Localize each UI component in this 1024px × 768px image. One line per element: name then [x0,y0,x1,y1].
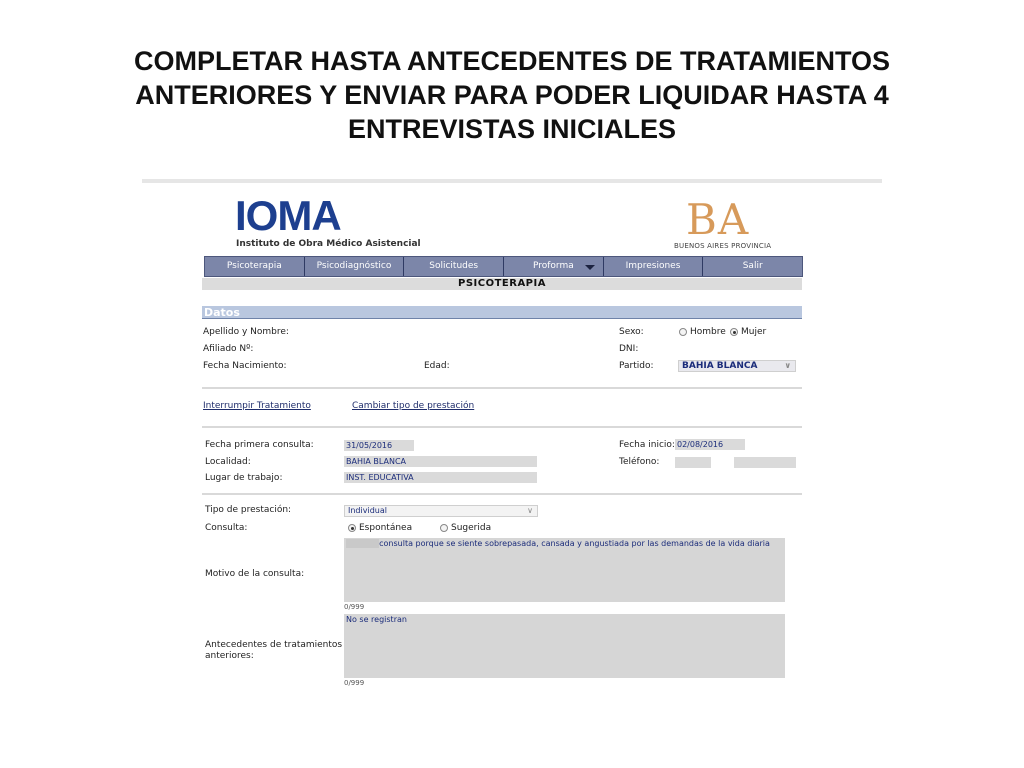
tipo-prestacion-select[interactable] [344,505,538,517]
partido-select[interactable] [678,360,796,372]
chevron-down-icon: ∨ [784,361,791,370]
motivo-char-counter: 0/999 [344,603,365,611]
afiliado-label: Afiliado Nº: [203,344,254,354]
telefono-numero-field[interactable] [734,457,796,468]
interrumpir-tratamiento-link[interactable]: Interrumpir Tratamiento [203,401,311,411]
radio-selected-icon [348,524,356,532]
redacted-text [346,539,379,548]
ioma-logo-text: IOMA [235,197,341,233]
sexo-hombre-label: Hombre [690,327,726,337]
apellido-label: Apellido y Nombre: [203,327,289,337]
chevron-down-icon: ∨ [527,506,533,515]
consulta-label: Consulta: [205,523,248,533]
page-heading: PSICOTERAPIA [202,278,802,290]
consulta-espontanea-radio[interactable] [348,523,412,533]
fecha-nacimiento-label: Fecha Nacimiento: [203,361,287,371]
motivo-consulta-textarea[interactable] [344,538,785,602]
radio-selected-icon [730,328,738,336]
fecha-primera-consulta-field[interactable]: 31/05/2016 [344,440,414,451]
radio-icon [679,328,687,336]
nav-proforma[interactable] [504,257,604,276]
motivo-consulta-value: consulta porque se siente sobrepasada, cansada y angustiada por las demandas de la vida diaria [379,539,770,548]
telefono-area-field[interactable] [675,457,711,468]
lugar-trabajo-field[interactable]: INST. EDUCATIVA [344,472,537,483]
antecedentes-label-2: anteriores: [205,651,254,661]
sexo-mujer-label: Mujer [741,327,767,337]
antecedentes-value: No se registran [346,615,407,624]
tipo-prestacion-value: Individual [348,506,387,515]
telefono-label: Teléfono: [619,457,660,467]
nav-psicoterapia[interactable]: Psicoterapia [205,257,305,276]
localidad-label: Localidad: [205,457,251,467]
partido-label: Partido: [619,361,654,371]
lugar-trabajo-label: Lugar de trabajo: [205,473,283,483]
ioma-subtitle: Instituto de Obra Médico Asistencial [236,239,421,249]
fecha-inicio-label: Fecha inicio: [619,440,675,450]
ioma-logo [235,197,397,233]
consulta-espontanea-label: Espontánea [359,523,413,533]
antecedentes-char-counter: 0/999 [344,679,365,687]
sexo-label: Sexo: [619,327,644,337]
divider [202,426,802,428]
datos-section-title: Datos [202,306,802,319]
caret-down-icon [585,265,595,270]
divider [202,493,802,495]
sexo-hombre-radio[interactable] [679,327,726,337]
slide-title-line-1: COMPLETAR HASTA ANTECEDENTES DE TRATAMIENTOS [134,46,890,76]
fecha-inicio-field[interactable]: 02/08/2016 [675,439,745,450]
dni-label: DNI: [619,344,639,354]
sexo-mujer-radio[interactable] [730,327,766,337]
main-nav [204,256,803,277]
ba-logo: BA [686,195,750,244]
slide-title-line-2: ANTERIORES Y ENVIAR PARA PODER LIQUIDAR HASTA 4 [135,80,889,110]
motivo-consulta-label: Motivo de la consulta: [205,569,305,579]
tipo-prestacion-label: Tipo de prestación: [205,505,292,515]
fecha-primera-consulta-label: Fecha primera consulta: [205,440,314,450]
consulta-sugerida-radio[interactable] [440,523,491,533]
localidad-field[interactable]: BAHIA BLANCA [344,456,537,467]
nav-salir[interactable]: Salir [742,261,763,271]
consulta-sugerida-label: Sugerida [451,523,492,533]
partido-value: BAHIA BLANCA [682,361,758,371]
slide-title-line-3: ENTREVISTAS INICIALES [347,114,677,144]
nav-psicodiagnostico[interactable]: Psicodiagnóstico [305,257,405,276]
antecedentes-textarea[interactable] [344,614,785,678]
ba-subtitle: BUENOS AIRES PROVINCIA [674,242,772,250]
slide-title [60,44,964,146]
radio-icon [440,524,448,532]
nav-solicitudes[interactable]: Solicitudes [404,257,504,276]
antecedentes-label-1: Antecedentes de tratamientos [205,640,343,650]
cambiar-prestacion-link[interactable]: Cambiar tipo de prestación [352,401,475,411]
edad-label: Edad: [424,361,450,371]
nav-proforma-label: Proforma [532,261,574,271]
divider [202,387,802,389]
nav-impresiones[interactable]: Impresiones [604,257,704,276]
ioma-screenshot [142,183,882,703]
